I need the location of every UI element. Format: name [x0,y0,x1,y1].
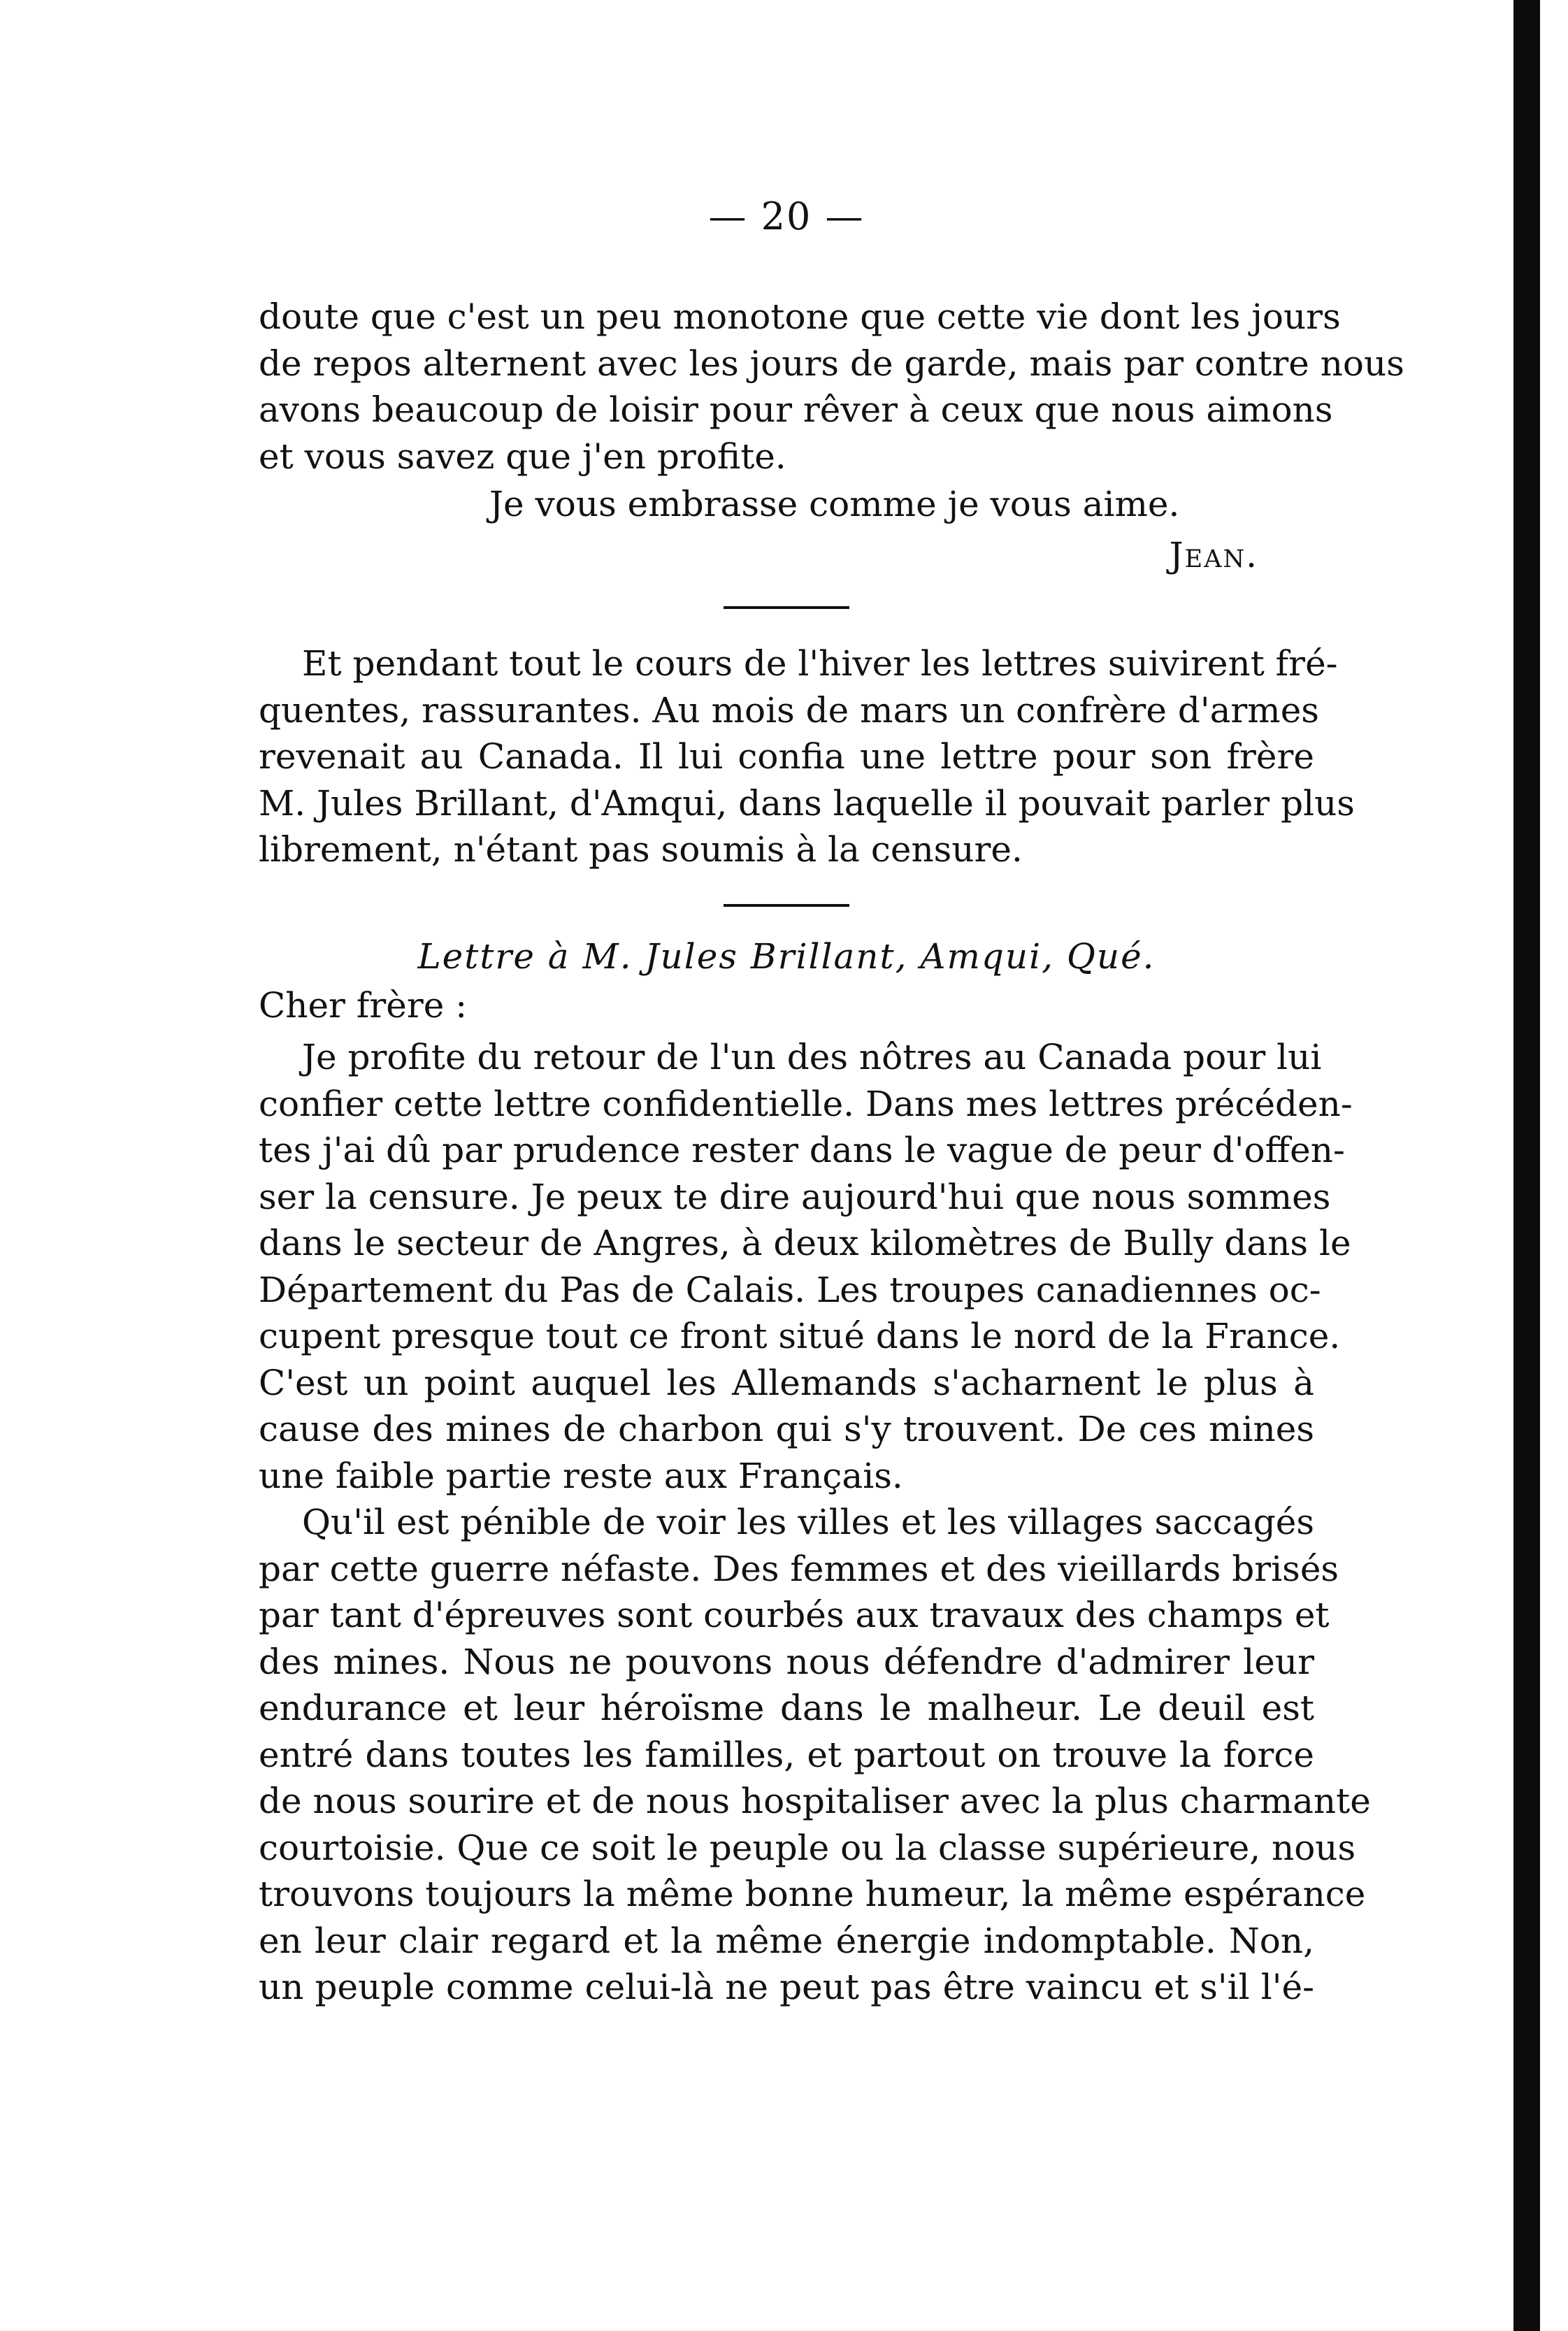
text-line: de nous sourire et de nous hospitaliser avec la plus charmante [259,1781,1371,1821]
narrative-paragraph [259,640,1355,873]
text-line: entré dans toutes les familles, et partout on trouve la force [259,1734,1314,1775]
text-line: cupent presque tout ce front situé dans le nord de la France. [259,1316,1341,1356]
text-line: C'est un point auquel les Allemands s'acharnent le plus à [259,1362,1314,1403]
text-line: librement, n'étant pas soumis à la censure. [259,829,1023,870]
text-line: courtoisie. Que ce soit le peuple ou la classe supérieure, nous [259,1827,1356,1868]
intro-paragraph [259,294,1404,480]
text-line: avons beaucoup de loisir pour rêver à ceux que nous aimons [259,389,1333,430]
text-line: quentes, rassurantes. Au mois de mars un confrère d'armes [259,689,1319,731]
text-line: revenait au Canada. Il lui confia une lettre pour son frère [259,736,1314,777]
text-line: Département du Pas de Calais. Les troupes canadiennes oc- [259,1269,1321,1310]
text-line: Qu'il est pénible de voir les villes et les villages saccagés [302,1502,1314,1542]
text-line: ser la censure. Je peux te dire aujourd'hui que nous sommes [259,1176,1331,1217]
letter-closing: Je vous embrasse comme je vous aime. [489,484,1180,524]
section-divider [724,904,849,907]
section-divider [724,606,849,609]
letter-heading: Lettre à M. Jules Brillant, Amqui, Qué. [417,935,1156,977]
text-line: Je profite du retour de l'un des nôtres au Canada pour lui [302,1037,1322,1077]
text-line: tes j'ai dû par prudence rester dans le vague de peur d'offen- [259,1130,1345,1170]
text-line: dans le secteur de Angres, à deux kilomètres de Bully dans le [259,1223,1351,1263]
text-line: trouvons toujours la même bonne humeur, la même espérance [259,1874,1366,1914]
text-line: par cette guerre néfaste. Des femmes et des vieillards brisés [259,1548,1339,1589]
letter-paragraph [259,1499,1371,2011]
text-line: cause des mines de charbon qui s'y trouvent. De ces mines [259,1409,1314,1449]
text-line: par tant d'épreuves sont courbés aux travaux des champs et [259,1595,1330,1635]
text-line: de repos alternent avec les jours de garde, mais par contre nous [259,343,1404,384]
text-line: endurance et leur héroïsme dans le malheur. Le deuil est [259,1688,1314,1728]
text-line: doute que c'est un peu monotone que cette vie dont les jours [259,296,1341,337]
text-line: confier cette lettre confidentielle. Dans mes lettres précéden- [259,1083,1353,1124]
text-line: une faible partie reste aux Français. [259,1455,903,1496]
letter-paragraph [259,1034,1353,1499]
text-line: et vous savez que j'en profite. [259,436,786,477]
page-number: — 20 — [708,194,865,238]
text-line: en leur clair regard et la même énergie indomptable. Non, [259,1920,1314,1961]
text-line: des mines. Nous ne pouvons nous défendre d'admirer leur [259,1641,1314,1682]
page-edge-shadow [1513,0,1540,2331]
text-line: un peuple comme celui-là ne peut pas être vaincu et s'il l'é- [259,1967,1314,2007]
text-line: M. Jules Brillant, d'Amqui, dans laquelle il pouvait parler plus [259,782,1355,824]
letter-signature: Jean. [1169,534,1258,575]
text-block [259,189,1404,2011]
letter-salutation: Cher frère : [259,984,468,1026]
text-line: Et pendant tout le cours de l'hiver les lettres suivirent fré- [302,643,1338,684]
